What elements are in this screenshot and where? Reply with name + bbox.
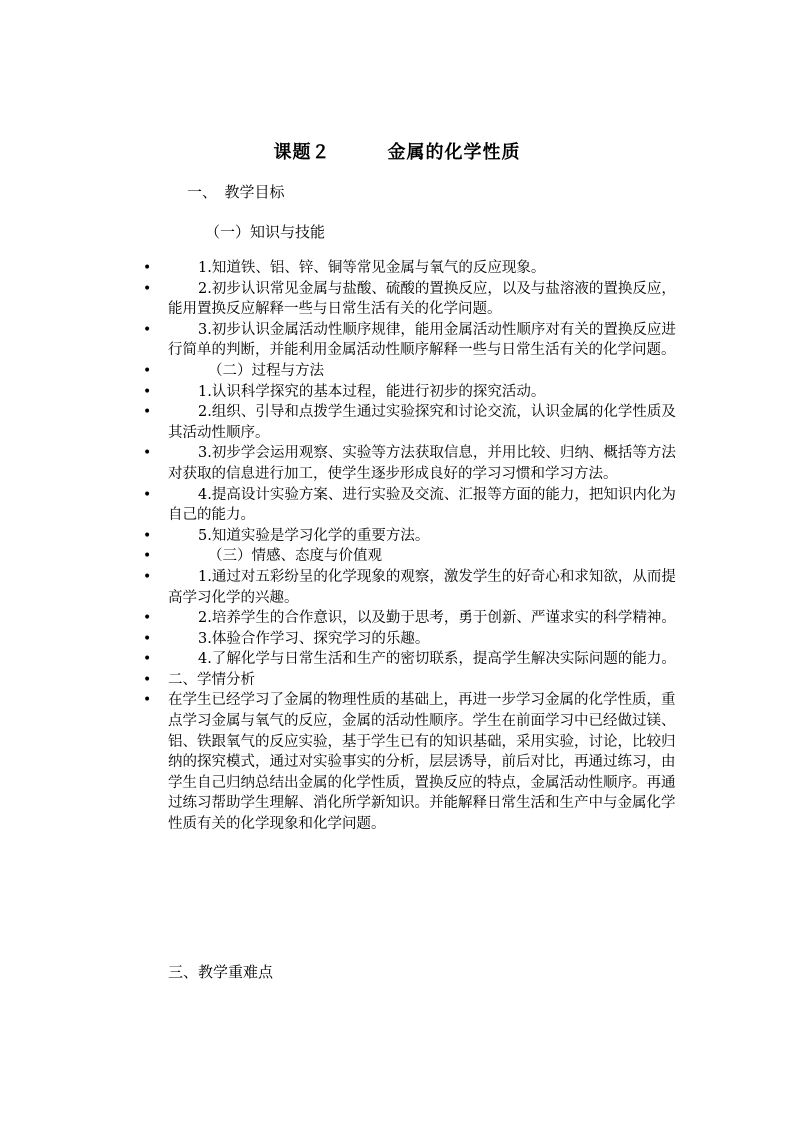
bullet-icon: •: [143, 630, 152, 647]
bullet-icon: •: [143, 321, 152, 338]
list-item-text: 4.了解化学与日常生活和生产的密切联系，提高学生解决实际问题的能力。: [198, 651, 676, 668]
list-item: [0, 690, 794, 834]
bullet-icon: •: [143, 671, 152, 688]
list-item-text: 3.初步认识金属活动性顺序规律，能用金属活动性顺序对有关的置换反应进行简单的判断，并能利用金属活动性顺序解释一些与日常生活有关的化学问题。: [168, 321, 676, 359]
bullet-icon: •: [143, 486, 152, 503]
list-item-text: 2.培养学生的合作意识，以及勤于思考，勇于创新、严谨求实的科学精神。: [198, 610, 676, 627]
list-item-text: 在学生已经学习了金属的物理性质的基础上，再进一步学习金属的化学性质，重点学习金属与氧气的反应，金属的活动性顺序。学生在前面学习中已经做过镁、铝、铁跟氧气的反应实验，基于学生已有的知识基础，采用实验，讨论，比较归纳的探究模式，通过对实验事实的分析，层层诱导，前后对比，再通过练习，由学生自己归纳总结出金属的化学性质，置换反应的特点，金属活动性顺序。再通过练习帮助学生理解、消化所学新知识。并能解释日常生活和生产中与金属化学性质有关的化学现象和化学问题。: [168, 692, 676, 833]
list-item: [0, 546, 794, 567]
list-item: [0, 320, 794, 361]
list-item: [0, 608, 794, 629]
list-item: [0, 485, 794, 526]
list-item: [0, 670, 794, 691]
subsection-heading-knowledge: （一）知识与技能: [205, 223, 326, 241]
bullet-icon: •: [143, 692, 152, 709]
list-item: [0, 629, 794, 650]
list-item: [0, 258, 794, 279]
subsection-heading-attitude: （三）情感、态度与价值观: [208, 548, 382, 565]
list-item-text: 3.体验合作学习、探究学习的乐趣。: [198, 630, 430, 647]
list-item: [0, 382, 794, 403]
bullet-list: [0, 258, 794, 835]
bullet-icon: •: [143, 610, 152, 627]
bullet-icon: •: [143, 445, 152, 462]
bullet-icon: •: [143, 548, 152, 565]
list-item: [0, 526, 794, 547]
list-item-text: 2.组织、引导和点拨学生通过实验探究和讨论交流，认识金属的化学性质及其活动性顺序。: [168, 404, 676, 441]
section-heading-key-points: 三、教学重难点: [168, 963, 274, 981]
list-item-text: 1.知道铁、铝、锌、铜等常见金属与氧气的反应现象。: [198, 260, 546, 276]
section-heading-analysis: 二、学情分析: [168, 671, 255, 688]
list-item: [0, 361, 794, 382]
list-item-text: 1.认识科学探究的基本过程，能进行初步的探究活动。: [198, 383, 546, 400]
subsection-heading-process: （二）过程与方法: [208, 362, 324, 379]
bullet-icon: •: [143, 404, 152, 421]
list-item: [0, 649, 794, 670]
list-item-text: 1.通过对五彩纷呈的化学现象的观察，激发学生的好奇心和求知欲，从而提高学习化学的兴趣。: [168, 568, 676, 606]
list-item: [0, 443, 794, 484]
bullet-icon: •: [143, 280, 152, 297]
list-item-text: 2.初步认识常见金属与盐酸、硫酸的置换反应，以及与盐溶液的置换反应，能用置换反应解释一些与日常生活有关的化学问题。: [168, 280, 676, 318]
list-item: [0, 402, 794, 443]
document-title: 课题２ 金属的化学性质: [273, 142, 521, 163]
bullet-icon: •: [143, 362, 152, 379]
bullet-icon: •: [143, 568, 152, 585]
list-item: [0, 567, 794, 608]
bullet-icon: •: [143, 383, 152, 400]
list-item-text: 4.提高设计实验方案、进行实验及交流、汇报等方面的能力，把知识内化为自己的能力。: [168, 486, 676, 524]
list-item-text: 3.初步学会运用观察、实验等方法获取信息，并用比较、归纳、概括等方法对获取的信息进行加工，使学生逐步形成良好的学习习惯和学习方法。: [168, 445, 676, 482]
list-item: [0, 279, 794, 320]
bullet-icon: •: [143, 260, 152, 276]
list-item-text: 5.知道实验是学习化学的重要方法。: [198, 527, 430, 544]
bullet-icon: •: [143, 651, 152, 668]
section-heading-goals: 一、 教学目标: [187, 183, 285, 201]
bullet-icon: •: [143, 527, 152, 544]
